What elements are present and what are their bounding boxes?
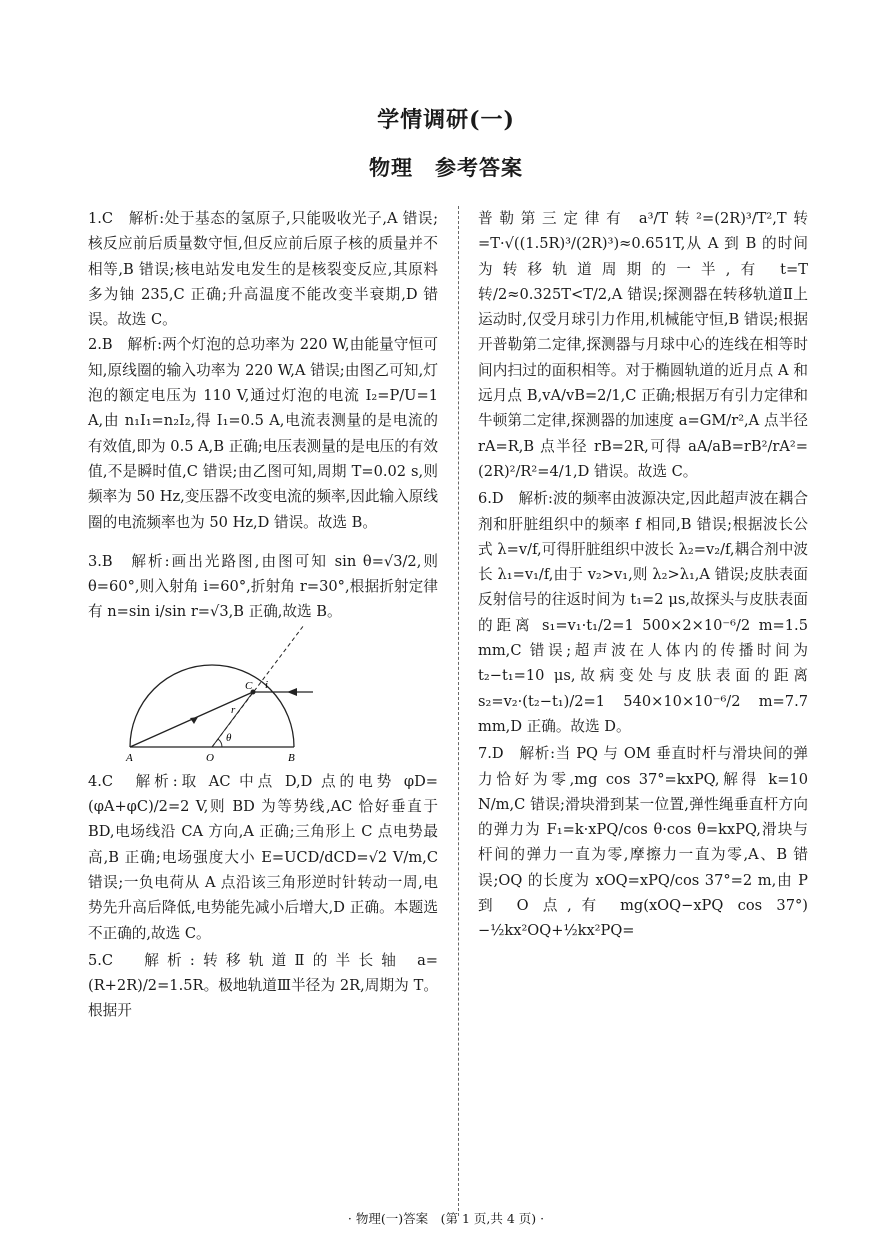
label-i: i	[265, 678, 269, 691]
label-theta: θ	[226, 731, 232, 744]
page-footer: · 物理(一)答案 (第 1 页,共 4 页) ·	[347, 1211, 545, 1226]
label-r: r	[231, 703, 236, 716]
page-title: 学情调研(一)	[377, 107, 515, 133]
answer-5: 5.C 解析:转移轨道Ⅱ的半长轴 a=(R+2R)/2=1.5R。极地轨道Ⅲ半径为 2R,周期为 T。根据开	[88, 951, 438, 1020]
answer-7: 7.D 解析:当 PQ 与 OM 垂直时杆与滑块间的弹力恰好为零,mg cos 37°=kxPQ,解得 k=10 N/m,C 错误;滑块滑到某一位置,弹性绳垂直杆方向的弹力为 F₁=k·xPQ/cos θ·cos θ=kxPQ,滑块与杆间的弹力一直为零,摩擦力一直为零,A、B 错误;OQ 的长度为 xOQ=xPQ/cos 37°=2 m,由 P 到 O 点,有 mg(xOQ−xPQ cos 37°)−½kx²OQ+½kx²PQ=	[478, 745, 808, 940]
page-subtitle: 物理 参考答案	[369, 155, 523, 180]
answer-3: 3.B 解析:画出光路图,由图可知 sin θ=√3/2,则 θ=60°,则入射角 i=60°,折射角 r=30°,根据折射定律有 n=sin i/sin r=√3,B 正确,故选 B。	[88, 552, 438, 621]
label-B: B	[288, 751, 295, 764]
answer-1: 1.C 解析:处于基态的氢原子,只能吸收光子,A 错误;核反应前后质量数守恒,但反应前后原子核的质量并不相等,B 错误;核电站发电发生的是核裂变反应,其原料多为铀 235,C 正确;升高温度不能改变半衰期,D 错误。故选 C。	[88, 210, 438, 329]
answer-4: 4.C 解析:取 AC 中点 D,D 点的电势 φD=(φA+φC)/2=2 V,则 BD 为等势线,AC 恰好垂直于 BD,电场线沿 CA 方向,A 正确;三角形上 C 点电势最高,B 正确;电场强度大小 E=UCD/dCD=√2 V/m,C 错误;一负电荷从 A 点沿该三角形逆时针转动一周,电势先升高后降低,电势能先减小后增大,D 正确。本题选不正确的,故选 C。	[88, 772, 438, 942]
column-divider	[458, 206, 459, 1216]
light-path-diagram	[128, 635, 398, 765]
label-O: O	[206, 751, 214, 764]
answer-6: 6.D 解析:波的频率由波源决定,因此超声波在耦合剂和肝脏组织中的频率 f 相同,B 错误;根据波长公式 λ=v/f,可得肝脏组织中波长 λ₂=v₂/f,耦合剂中波长 λ₁=v₁/f,由于 v₂>v₁,则 λ₂>λ₁,A 错误;皮肤表面反射信号的往返时间为 t₁=2 μs,故探头与皮肤表面的距离 s₁=v₁·t₁/2=1 500×2×10⁻⁶/2 m=1.5 mm,C 错误;超声波在人体内的传播时间为 t₂−t₁=10 μs,故病变处与皮肤表面的距离 s₂=v₂·(t₂−t₁)/2=1 540×10×10⁻⁶/2 m=7.7 mm,D 正确。故选 D。	[478, 490, 808, 735]
answer-2: 2.B 解析:两个灯泡的总功率为 220 W,由能量守恒可知,原线圈的输入功率为 220 W,A 错误;由图乙可知,灯泡的额定电压为 110 V,通过灯泡的电流 I₂=P/U=1 A,由 n₁I₁=n₂I₂,得 I₁=0.5 A,电流表测量的是电流的有效值,即为 0.5 A,B 正确;电压表测量的是电压的有效值,不是瞬时值,C 错误;由乙图可知,周期 T=0.02 s,则频率为 50 Hz,变压器不改变电流的频率,因此输入原线圈的电流频率也为 50 Hz,D 错误。故选 B。	[88, 336, 438, 531]
right-column	[478, 206, 808, 944]
label-C: C	[245, 679, 253, 692]
answer-5-continued: 普勒第三定律有 a³/T转²=(2R)³/T²,T转=T·√((1.5R)³/(2R)³)≈0.651T,从 A 到 B 的时间为转移轨道周期的一半,有 t=T转/2≈0.325T<T/2,A 错误;探测器在转移轨道Ⅱ上运动时,仅受月球引力作用,机械能守恒,B 错误;根据开普勒第二定律,探测器与月球中心的连线在相等时间内扫过的面积相等。对于椭圆轨道的近月点 A 和远月点 B,vA/vB=2/1,C 正确;根据万有引力定律和牛顿第二定律,探测器的加速度 a=GM/r²,A 点半径 rA=R,B 点半径 rB=2R,可得 aA/aB=rB²/rA²=(2R)²/R²=4/1,D 错误。故选 C。	[478, 210, 808, 480]
left-column	[88, 206, 438, 1024]
label-A: A	[126, 751, 133, 764]
